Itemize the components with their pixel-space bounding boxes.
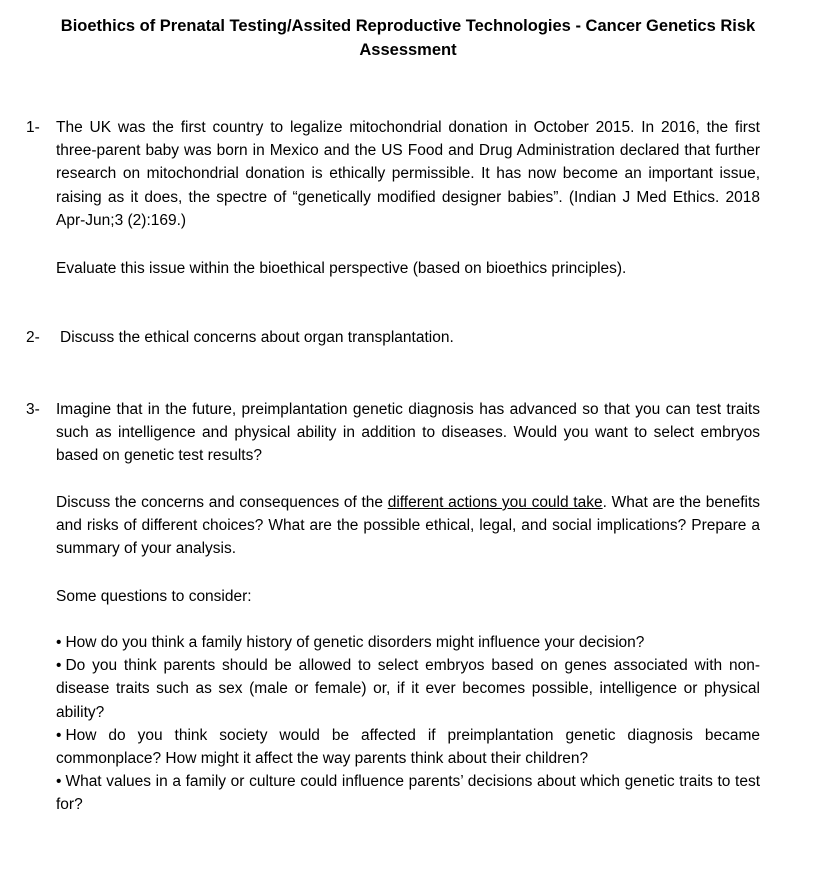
bullet-text: Do you think parents should be allowed to select embryos based on genes associated with non-disease traits such as sex (male or female) or, if it ever becomes possible, intelligence or physical ability? [56,657,760,721]
list-item [56,654,760,724]
question-1-text: The UK was the first country to legalize mitochondrial donation in October 2015. In 2016, the first three-parent baby was born in Mexico and the US Food and Drug Administration declared that further research on mitochondrial donation is ethically permissible. It has now become an important issue, raising as it does, the spectre of “genetically modified designer babies”. (Indian J Med Ethics. 2018 Apr-Jun;3 (2):169.) [56,119,760,229]
question-3-text: Imagine that in the future, preimplantation genetic diagnosis has advanced so that you can test traits such as intelligence and physical ability in addition to diseases. Would you want to select embryos based on genetic test results? [56,401,760,465]
list-item [56,631,760,654]
title-line-2: Assessment [359,41,457,59]
list-item [56,770,760,816]
bullet-icon: • [56,634,62,651]
discussion-rest: . What are the benefits and risks of different choices? What are the possible ethical, legal, and social implications? Prepare a summary of your analysis. [56,494,761,558]
question-2-number: 2- [26,329,40,346]
question-2-text: Discuss the ethical concerns about organ transplantation. [60,329,454,346]
title-line-1: Bioethics of Prenatal Testing/Assited Reproductive Technologies - Cancer Genetics Risk [60,17,756,35]
question-1-number: 1- [26,119,40,136]
bullet-icon: • [56,773,62,791]
bullet-text: How do you think a family history of genetic disorders might influence your decision? [65,634,645,651]
consider-heading: Some questions to consider: [56,588,252,605]
question-3-number: 3- [26,401,40,418]
list-item [56,724,760,770]
consider-bullet-list [56,631,760,817]
bullet-icon: • [56,726,62,744]
question-1-prompt: Evaluate this issue within the bioethical perspective (based on bioethics principles). [56,260,627,277]
discussion-intro: Discuss the concerns and consequences of the [56,494,388,511]
question-3-discussion [56,491,760,561]
different-actions-link: different actions you could take [387,494,603,511]
document-title [18,14,798,62]
bullet-text: How do you think society would be affected if preimplantation genetic diagnosis became commonplace? How might it affect the way parents think about their children? [56,726,760,768]
bullet-text: What values in a family or culture could influence parents’ decisions about which genetic traits to test for? [56,773,760,814]
bullet-icon: • [56,657,62,675]
